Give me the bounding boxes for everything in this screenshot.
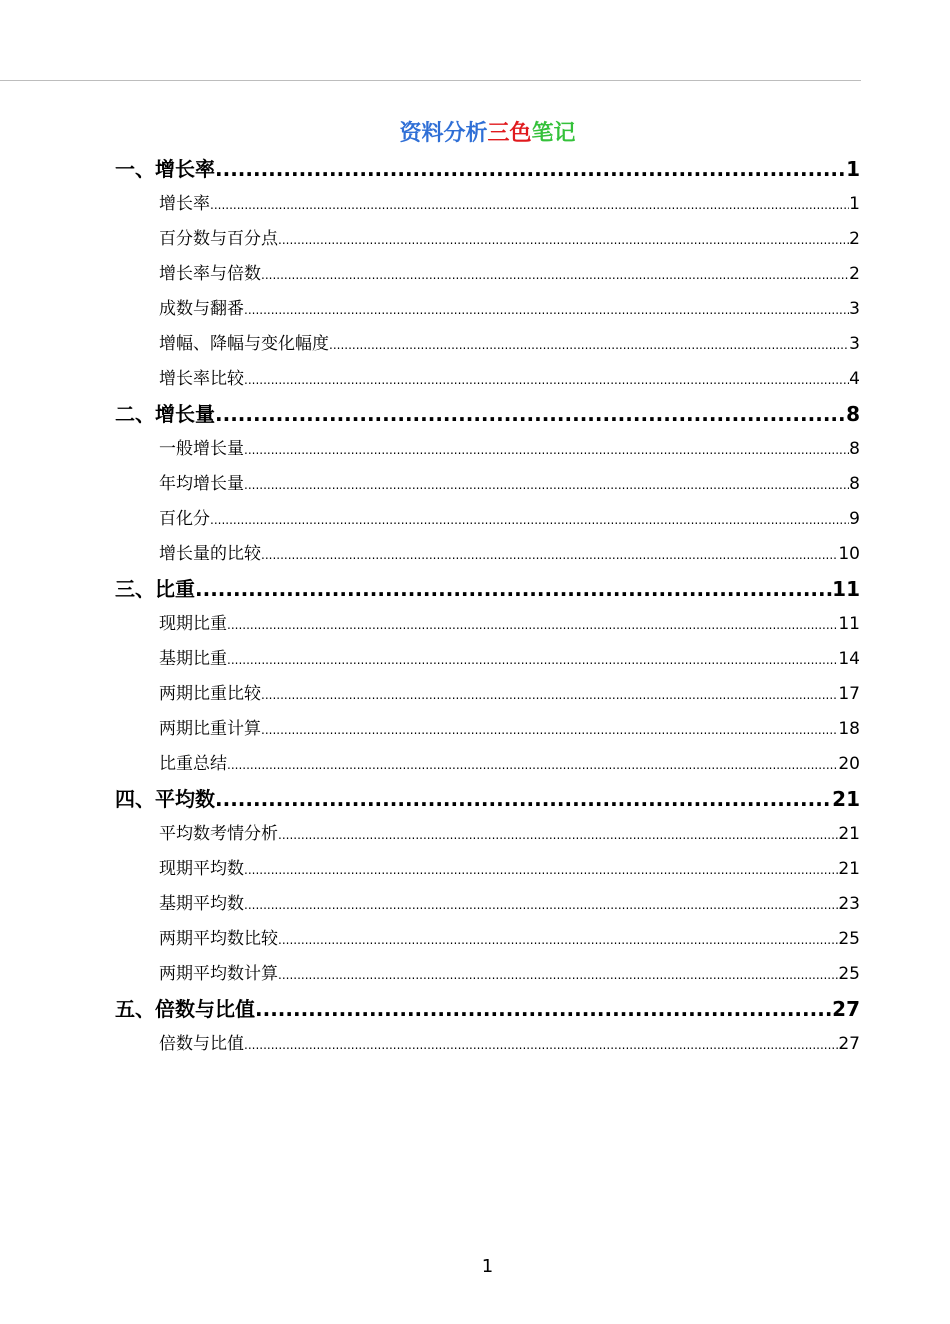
toc-item[interactable] (115, 642, 860, 677)
toc-leader (244, 363, 849, 397)
title-part-blue: 资料分析 (399, 121, 488, 146)
toc-item[interactable] (115, 187, 860, 222)
toc-leader (244, 1028, 838, 1062)
toc-leader (261, 678, 838, 712)
toc-item-label: 比重总结 (159, 754, 227, 774)
toc-item[interactable] (115, 747, 860, 782)
toc-leader (278, 923, 838, 957)
toc-leader (195, 572, 832, 607)
toc-item-page: 2 (849, 264, 860, 284)
toc-item-label: 倍数与比值 (159, 1034, 244, 1054)
toc-item[interactable] (115, 712, 860, 747)
toc-item[interactable] (115, 292, 860, 327)
toc-section-page: 8 (846, 402, 860, 426)
toc-item-page: 9 (849, 509, 860, 529)
toc-section-page: 21 (832, 787, 860, 811)
toc-section-page: 11 (832, 577, 860, 601)
document-title (0, 116, 950, 147)
toc-item-label: 两期比重计算 (159, 719, 261, 739)
toc-item-label: 两期比重比较 (159, 684, 261, 704)
toc-leader (244, 468, 849, 502)
table-of-contents (115, 152, 860, 1062)
page-number: 1 (481, 1256, 494, 1277)
toc-leader (261, 713, 838, 747)
toc-leader (227, 608, 838, 642)
toc-item[interactable] (115, 607, 860, 642)
toc-item[interactable] (115, 432, 860, 467)
toc-leader (215, 782, 832, 817)
toc-item-label: 增长量的比较 (159, 544, 261, 564)
toc-leader (210, 503, 849, 537)
toc-item-page: 23 (838, 894, 860, 914)
toc-item-page: 3 (849, 299, 860, 319)
toc-item-page: 25 (838, 964, 860, 984)
toc-item[interactable] (115, 257, 860, 292)
toc-section-label: 三、比重 (115, 577, 195, 601)
toc-item[interactable] (115, 957, 860, 992)
toc-item-page: 17 (838, 684, 860, 704)
toc-item-label: 增幅、降幅与变化幅度 (159, 334, 329, 354)
toc-item-label: 一般增长量 (159, 439, 244, 459)
header-rule (0, 80, 861, 81)
toc-item[interactable] (115, 677, 860, 712)
toc-item-page: 10 (838, 544, 860, 564)
toc-section-label: 五、倍数与比值 (115, 997, 255, 1021)
toc-leader (278, 223, 849, 257)
toc-item-page: 11 (838, 614, 860, 634)
toc-leader (215, 397, 846, 432)
toc-section-page: 27 (832, 997, 860, 1021)
toc-leader (244, 293, 849, 327)
toc-item-label: 现期平均数 (159, 859, 244, 879)
toc-section[interactable] (115, 152, 860, 187)
toc-item-label: 现期比重 (159, 614, 227, 634)
toc-item-page: 8 (849, 474, 860, 494)
toc-item[interactable] (115, 467, 860, 502)
toc-item-label: 基期比重 (159, 649, 227, 669)
toc-item-label: 平均数考情分析 (159, 824, 278, 844)
toc-leader (261, 538, 838, 572)
toc-item-page: 21 (838, 859, 860, 879)
toc-section-label: 一、增长率 (115, 157, 215, 181)
toc-item-label: 两期平均数计算 (159, 964, 278, 984)
toc-item-label: 年均增长量 (159, 474, 244, 494)
toc-item-label: 增长率与倍数 (159, 264, 261, 284)
toc-item-label: 两期平均数比较 (159, 929, 278, 949)
toc-item[interactable] (115, 327, 860, 362)
title-part-red: 三色 (487, 121, 532, 146)
toc-section-label: 四、平均数 (115, 787, 215, 811)
toc-section-page: 1 (846, 157, 860, 181)
toc-item-label: 增长率 (159, 194, 210, 214)
toc-leader (210, 188, 849, 222)
toc-leader (329, 328, 849, 362)
toc-leader (244, 888, 838, 922)
toc-section[interactable] (115, 992, 860, 1027)
toc-leader (255, 992, 832, 1027)
toc-section[interactable] (115, 572, 860, 607)
toc-item[interactable] (115, 852, 860, 887)
toc-item-page: 4 (849, 369, 860, 389)
toc-leader (227, 643, 838, 677)
toc-section[interactable] (115, 782, 860, 817)
toc-leader (215, 152, 846, 187)
toc-leader (278, 818, 838, 852)
toc-leader (261, 258, 849, 292)
toc-item[interactable] (115, 537, 860, 572)
toc-item-page: 1 (849, 194, 860, 214)
toc-item-label: 百化分 (159, 509, 210, 529)
toc-leader (278, 958, 838, 992)
toc-item[interactable] (115, 362, 860, 397)
toc-item-page: 18 (838, 719, 860, 739)
toc-item-page: 8 (849, 439, 860, 459)
toc-leader (244, 433, 849, 467)
toc-item-label: 百分数与百分点 (159, 229, 278, 249)
toc-section-label: 二、增长量 (115, 402, 215, 426)
toc-item[interactable] (115, 817, 860, 852)
toc-item-page: 2 (849, 229, 860, 249)
toc-item-page: 20 (838, 754, 860, 774)
toc-item-label: 增长率比较 (159, 369, 244, 389)
toc-item[interactable] (115, 922, 860, 957)
toc-leader (244, 853, 838, 887)
toc-section[interactable] (115, 397, 860, 432)
title-part-green: 笔记 (531, 121, 576, 146)
toc-item[interactable] (115, 887, 860, 922)
toc-item-page: 14 (838, 649, 860, 669)
toc-item-label: 基期平均数 (159, 894, 244, 914)
toc-item-page: 27 (838, 1034, 860, 1054)
toc-item[interactable] (115, 502, 860, 537)
toc-item-label: 成数与翻番 (159, 299, 244, 319)
toc-item-page: 3 (849, 334, 860, 354)
toc-item-page: 25 (838, 929, 860, 949)
toc-item-page: 21 (838, 824, 860, 844)
toc-item[interactable] (115, 1027, 860, 1062)
toc-leader (227, 748, 838, 782)
toc-item[interactable] (115, 222, 860, 257)
